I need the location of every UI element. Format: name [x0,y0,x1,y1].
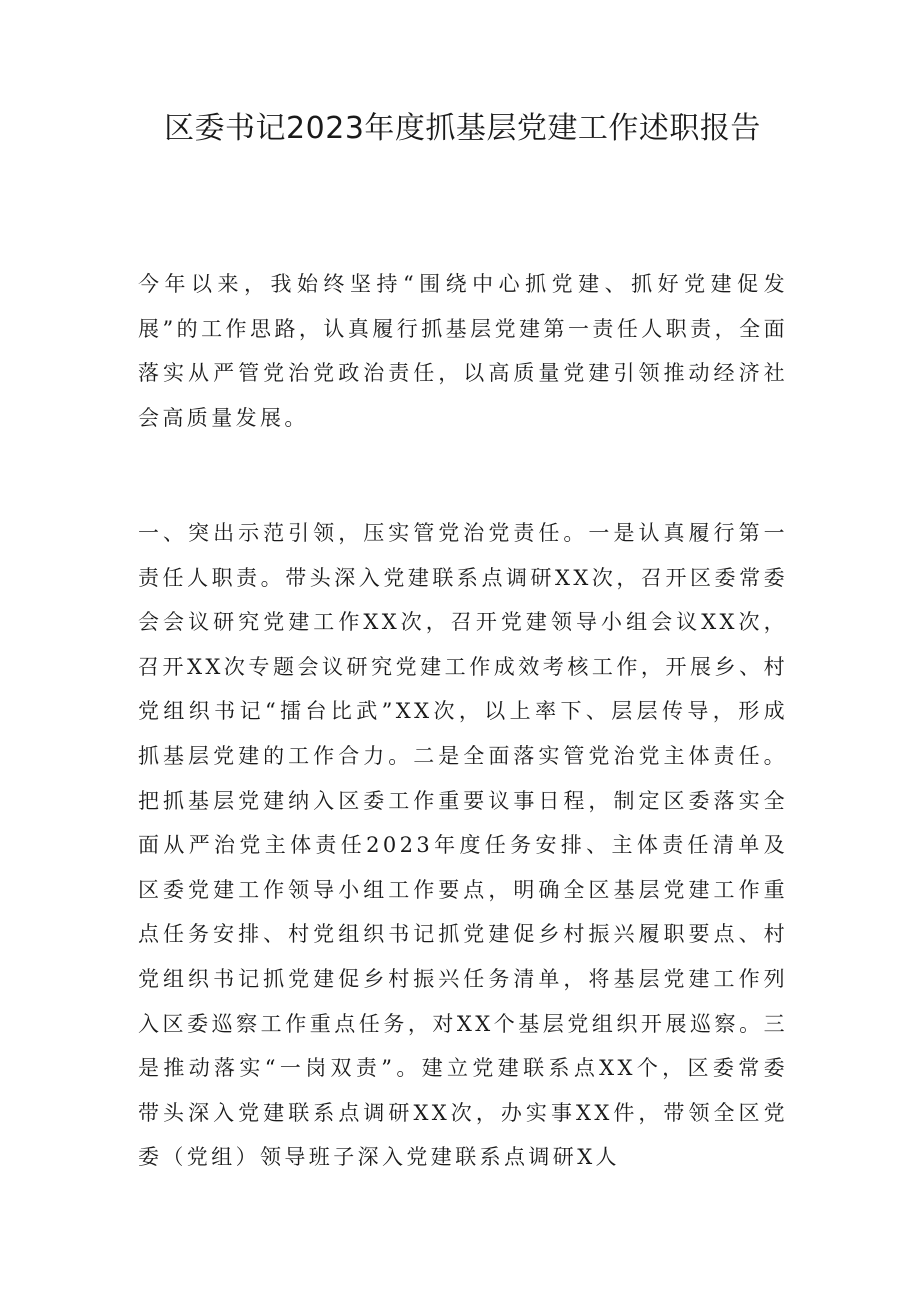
intro-paragraph: 今年以来，我始终坚持“围绕中心抓党建、抓好党建促发展”的工作思路，认真履行抓基层党建第一责任人职责，全面落实从严管党治党政治责任，以高质量党建引领推动经济社会高质量发展。 [138,272,788,430]
document-title: 区委书记2023年度抓基层党建工作述职报告 [164,111,761,146]
section-one-paragraph: 一、突出示范引领，压实管党治党责任。一是认真履行第一责任人职责。带头深入党建联系点调研XX次，召开区委常委会会议研究党建工作XX次，召开党建领导小组会议XX次，召开XX次专题会议研究党建工作成效考核工作，开展乡、村党组织书记“擂台比武”XX次，以上率下、层层传导，形成抓基层党建的工作合力。二是全面落实管党治党主体责任。把抓基层党建纳入区委工作重要议事日程，制定区委落实全面从严治党主体责任2023年度任务安排、主体责任清单及区委党建工作领导小组工作要点，明确全区基层党建工作重点任务安排、村党组织书记抓党建促乡村振兴履职要点、村党组织书记抓党建促乡村振兴任务清单，将基层党建工作列入区委巡察工作重点任务，对XX个基层党组织开展巡察。三是推动落实“一岗双责”。建立党建联系点XX个，区委常委带头深入党建联系点调研XX次，办实事XX件，带领全区党委（党组）领导班子深入党建联系点调研X人 [138,521,788,1170]
